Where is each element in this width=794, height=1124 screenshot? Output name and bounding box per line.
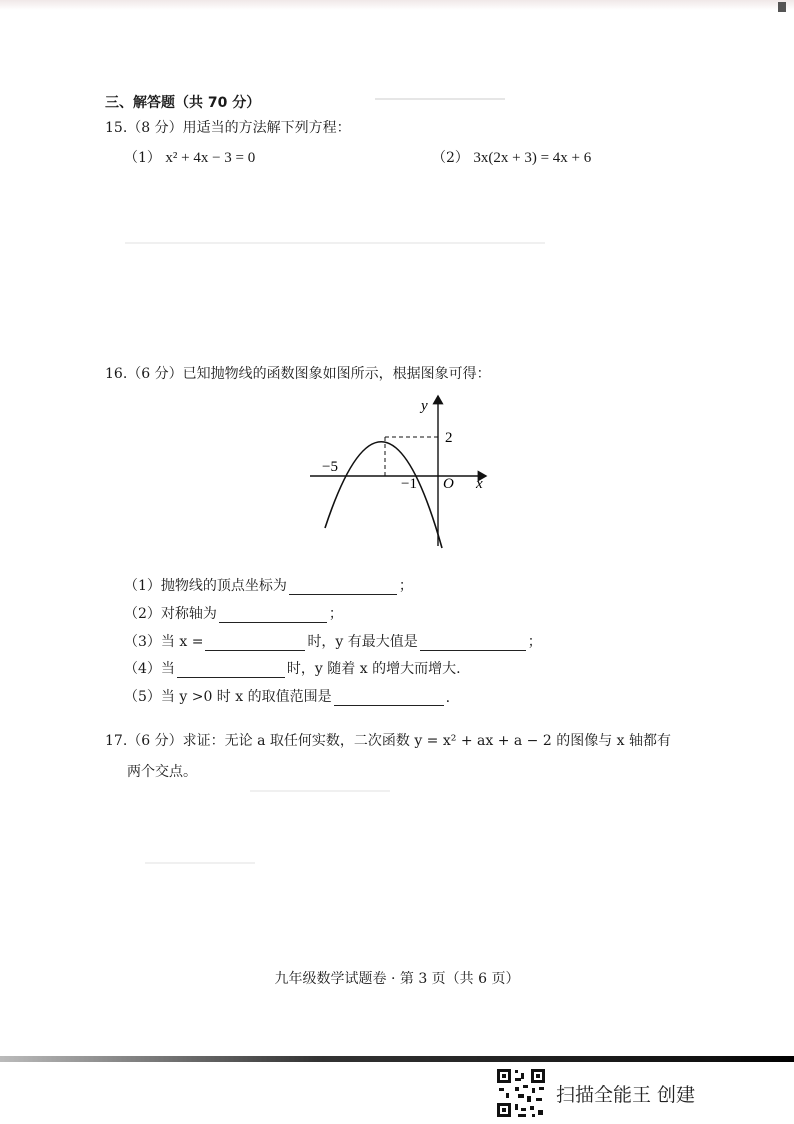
question-15-part-1 bbox=[124, 148, 255, 168]
bleed-through-mark bbox=[375, 98, 505, 100]
equation-2: 3x(2x + 3) = 4x + 6 bbox=[473, 150, 592, 166]
question-15-stem: 15.（8 分）用适当的方法解下列方程： bbox=[105, 120, 351, 136]
left-root-label: −5 bbox=[322, 459, 338, 475]
qr-code-icon bbox=[496, 1068, 546, 1118]
item-text: （2）对称轴为 bbox=[124, 606, 217, 622]
vertex-y-label: 2 bbox=[445, 430, 453, 446]
right-root-label: −1 bbox=[401, 476, 417, 492]
part-label: （2） bbox=[432, 150, 469, 166]
page-footer: 九年级数学试题卷 · 第 3 页（共 6 页） bbox=[274, 971, 520, 987]
bleed-through-mark bbox=[145, 862, 255, 864]
answer-blank[interactable] bbox=[420, 634, 526, 651]
scanner-watermark bbox=[496, 1068, 695, 1118]
answer-blank[interactable] bbox=[177, 661, 285, 678]
origin-label: O bbox=[443, 476, 454, 492]
question-16-item-4 bbox=[124, 658, 461, 678]
section-heading: 三、解答题（共 70 分） bbox=[105, 95, 261, 111]
question-16-item-2 bbox=[124, 603, 343, 623]
item-text: （1）抛物线的顶点坐标为 bbox=[124, 578, 287, 594]
answer-blank[interactable] bbox=[205, 634, 305, 651]
question-16-stem: 16.（6 分）已知抛物线的函数图象如图所示，根据图象可得： bbox=[105, 366, 491, 382]
item-tail: ； bbox=[398, 578, 413, 594]
part-label: （1） bbox=[124, 150, 161, 166]
y-axis-label: y bbox=[421, 398, 428, 414]
question-16-item-5 bbox=[124, 686, 450, 706]
question-17-line-1: 17.（6 分）求证：无论 a 取任何实数，二次函数 y = x² + ax + a − 2 的图像与 x 轴都有 bbox=[105, 733, 672, 749]
item-mid: 时，y 有最大值是 bbox=[307, 634, 418, 650]
question-16-item-3 bbox=[124, 631, 542, 651]
question-16-item-1 bbox=[124, 575, 413, 595]
item-tail: ； bbox=[527, 634, 542, 650]
bleed-through-mark bbox=[125, 242, 545, 244]
watermark-text: 扫描全能王 创建 bbox=[556, 1083, 696, 1106]
bleed-through-mark bbox=[250, 790, 390, 792]
scan-bottom-edge bbox=[0, 1056, 794, 1062]
item-tail: 时，y 随着 x 的增大而增大. bbox=[286, 661, 461, 677]
item-tail: . bbox=[445, 690, 451, 706]
parabola-curve bbox=[325, 442, 442, 548]
question-15-part-2 bbox=[432, 148, 591, 168]
equation-1: x² + 4x − 3 = 0 bbox=[165, 150, 256, 166]
x-axis-label: x bbox=[476, 476, 483, 492]
item-text: （5）当 y >0 时 x 的取值范围是 bbox=[124, 689, 332, 705]
parabola-graph bbox=[300, 390, 500, 555]
answer-blank[interactable] bbox=[334, 689, 444, 706]
answer-blank[interactable] bbox=[289, 578, 397, 595]
item-tail: ； bbox=[328, 606, 343, 622]
question-17-line-2: 两个交点。 bbox=[127, 764, 197, 780]
item-text: （4）当 bbox=[124, 661, 175, 677]
item-text: （3）当 x = bbox=[124, 634, 204, 650]
answer-blank[interactable] bbox=[219, 606, 327, 623]
